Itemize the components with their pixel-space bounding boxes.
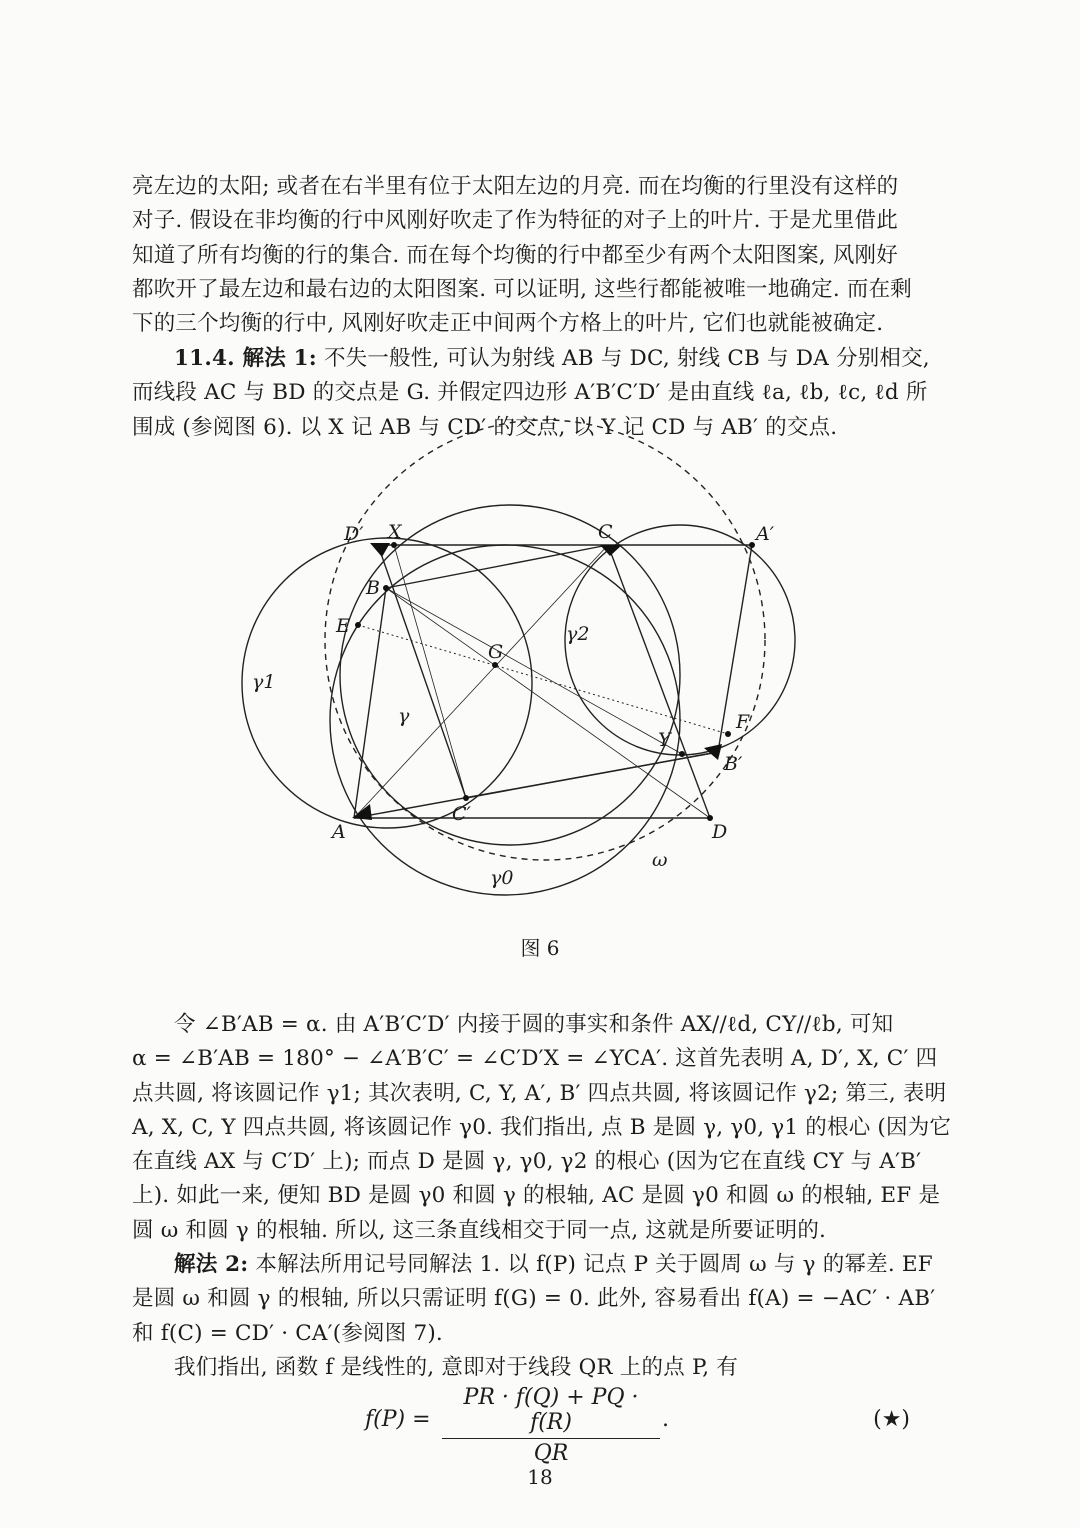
text-line: 圆 ω 和圆 γ 的根轴. 所以, 这三条直线相交于同一点, 这就是所要证明的. [132,1217,827,1243]
label-y: Y [658,729,671,751]
text-line: 对子. 假设在非均衡的行中风刚好吹走了作为特征的对子上的叶片. 于是尤里借此 [132,208,898,234]
proof-paragraph [132,1008,952,1248]
solution-2-heading: 解法 2: [174,1252,249,1277]
text-line: 点共圆, 将该圆记作 γ1; 其次表明, C, Y, A′, B′ 四点共圆, 将该圆记作 γ2; 第三, 表明 [132,1080,947,1106]
label-gamma2: γ2 [566,623,590,645]
text-line: 在直线 AX 与 C′D′ 上); 而点 D 是圆 γ, γ0, γ2 的根心 (因为它在直线 CY 与 A′B′ [132,1149,922,1175]
label-omega: ω [652,849,668,871]
text-line: 都吹开了最左边和最右边的太阳图案. 可以证明, 这些行都能被唯一地确定. 而在剩 [132,276,913,302]
text-line: α = ∠B′AB = 180° − ∠A′B′C′ = ∠C′D′X = ∠YCA′. 这首先表明 A, D′, X, C′ 四 [132,1046,938,1072]
text-line: 是圆 ω 和圆 γ 的根轴, 所以只需证明 f(G) = 0. 此外, 容易看出 f(A) = −AC′ · AB′ [132,1286,936,1312]
formula-lhs: f(P) = [365,1407,431,1432]
equation-tag: (★) [873,1407,910,1432]
text-run: 本解法所用记号同解法 1. 以 f(P) 记点 P 关于圆周 ω 与 γ 的幂差. EF [248,1252,933,1277]
label-b-prime: B′ [724,753,743,775]
figure-6-diagram [225,462,845,902]
label-a: A [332,821,346,843]
label-c-prime: C′ [452,803,471,825]
figure-caption: 图 6 [520,936,560,960]
formula-fraction [442,1385,660,1466]
paragraph-continued [132,170,913,341]
label-d: D [712,821,728,843]
text-line [132,1248,933,1282]
text-line: A, X, C, Y 四点共圆, 将该圆记作 γ0. 我们指出, 点 B 是圆 γ, γ0, γ1 的根心 (因为它 [132,1114,952,1140]
point-y [679,751,685,757]
label-a-prime: A′ [756,523,775,545]
angle-marker-dp [370,543,390,557]
text-line: 我们指出, 函数 f 是线性的, 意即对于线段 QR 上的点 P, 有 [174,1355,739,1380]
formula-denominator: QR [533,1441,569,1466]
label-e: E [336,615,350,637]
line-x-cp [394,545,466,798]
solution-2-paragraph [132,1248,936,1351]
text-run: 不失一般性, 可认为射线 AB 与 DC, 射线 CB 与 DA 分别相交, [316,346,930,371]
formula-numerator: PR · f(Q) + PQ · f(R) [463,1385,639,1435]
page-number: 18 [527,1465,553,1489]
line-b-y [386,588,682,754]
text-line: 亮左边的太阳; 或者在右半里有位于太阳左边的月亮. 而在均衡的行里没有这样的 [132,174,899,199]
point-f [725,731,731,737]
label-d-prime: D′ [344,523,364,545]
solution-1-heading: 11.4. 解法 1: [174,346,317,371]
text-line: 和 f(C) = CD′ · CA′(参阅图 7). [132,1320,443,1346]
point-e [355,622,361,628]
geometry-figure [225,462,845,902]
solution-1-paragraph [132,342,930,445]
linearity-paragraph [132,1351,907,1385]
label-c: C [598,521,613,543]
point-b [383,585,389,591]
display-formula [360,1385,920,1466]
label-gamma: γ [398,705,410,727]
label-x: X [388,521,402,543]
label-gamma1: γ1 [252,671,276,693]
circle-gamma [340,505,680,845]
circle-gamma1 [242,538,532,828]
formula-period: . [662,1407,669,1432]
label-b: B [366,577,380,599]
line-c-d [608,545,710,818]
circle-omega-dashed [325,420,765,860]
point-cp [463,795,469,801]
line-cp-bp [466,752,718,798]
text-line: 知道了所有均衡的行的集合. 而在每个均衡的行中都至少有两个太阳图案, 风刚好 [132,242,898,268]
text-line: 下的三个均衡的行中, 风刚好吹走正中间两个方格上的叶片, 它们也就能被确定. [132,311,884,337]
label-g: G [488,641,504,663]
text-line: 令 ∠B′AB = α. 由 A′B′C′D′ 内接于圆的事实和条件 AX//ℓd, CY//ℓb, 可知 [174,1012,894,1037]
text-line: 围成 (参阅图 6). 以 X 记 AB 与 CD′ 的交点, 以 Y 记 CD 与 AB′ 的交点. [132,414,838,440]
text-line: 而线段 AC 与 BD 的交点是 G. 并假定四边形 A′B′C′D′ 是由直线 ℓa, ℓb, ℓc, ℓd 所 [132,380,928,406]
label-f: F [736,711,750,733]
text-line [132,342,930,376]
line-b-c [386,545,608,588]
label-gamma0: γ0 [490,867,514,889]
text-line: 上). 如此一来, 便知 BD 是圆 γ0 和圆 γ 的根轴, AC 是圆 γ0 和圆 ω 的根轴, EF 是 [132,1183,941,1209]
line-dp-cp [378,545,466,798]
point-ap [749,542,755,548]
